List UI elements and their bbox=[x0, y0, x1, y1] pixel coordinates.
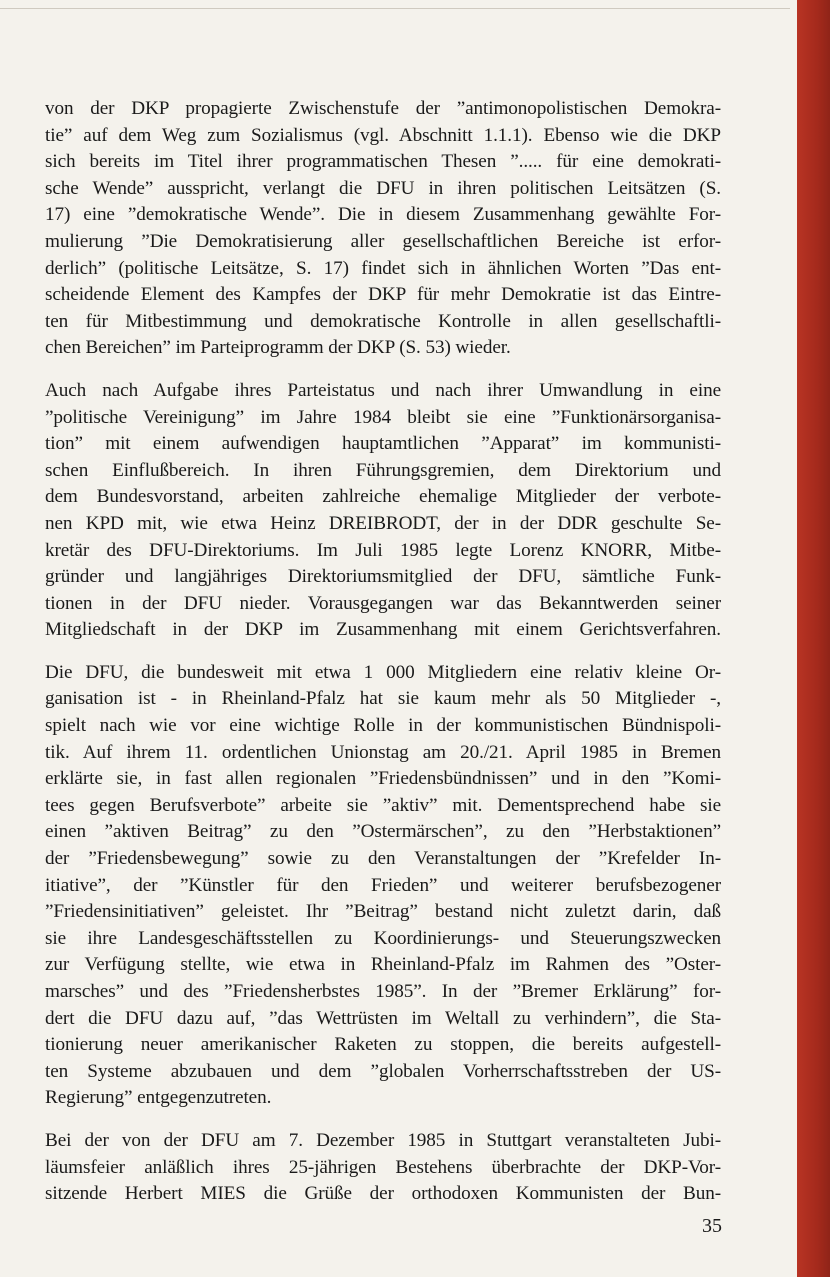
text-line: ”Friedensinitiativen” geleistet. Ihr ”Beitrag” bestand nicht zuletzt darin, daß bbox=[45, 901, 721, 923]
text-line: 17) eine ”demokratische Wende”. Die in diesem Zusammenhang gewählte For- bbox=[45, 204, 721, 226]
text-line: sich bereits im Titel ihrer programmatischen Thesen ”..... für eine demokrati- bbox=[45, 151, 721, 173]
text-line: tees gegen Berufsverbote” arbeite sie ”aktiv” mit. Dementsprechend habe sie bbox=[45, 794, 721, 816]
text-line: tionierung neuer amerikanischer Raketen zu stoppen, die bereits aufgestell- bbox=[45, 1034, 721, 1056]
text-line: kretär des DFU-Direktoriums. Im Juli 1985 legte Lorenz KNORR, Mitbe- bbox=[45, 539, 721, 561]
paragraph-gap bbox=[45, 644, 721, 660]
text-line: von der DKP propagierte Zwischenstufe der ”antimonopolistischen Demokra- bbox=[45, 98, 721, 119]
text-line: itiative”, der ”Künstler für den Frieden” und weiterer berufsbezogener bbox=[45, 874, 721, 896]
text-line: Die DFU, die bundesweit mit etwa 1 000 Mitgliedern eine relativ kleine Or- bbox=[45, 661, 721, 683]
text-line: mulierung ”Die Demokratisierung aller gesellschaftlichen Bereiche ist erfor- bbox=[45, 230, 721, 252]
text-line: ”politische Vereinigung” im Jahre 1984 bleibt sie eine ”Funktionärsorganisa- bbox=[45, 406, 721, 428]
text-line: schen Einflußbereich. In ihren Führungsgremien, dem Direktorium und bbox=[45, 459, 721, 481]
book-edge-band bbox=[797, 0, 830, 1277]
text-line: gründer und langjähriges Direktoriumsmitglied der DFU, sämtliche Funk- bbox=[45, 566, 721, 588]
paragraph-4 bbox=[45, 1128, 721, 1208]
paragraph-3 bbox=[45, 660, 721, 1112]
top-edge-rule bbox=[0, 8, 790, 9]
body-text bbox=[45, 96, 721, 1208]
text-line: tionen in der DFU nieder. Vorausgegangen war das Bekanntwerden seiner bbox=[45, 592, 721, 614]
text-line: Regierung” entgegenzutreten. bbox=[45, 1087, 272, 1109]
page-number: 35 bbox=[702, 1215, 722, 1237]
text-line: erklärte sie, in fast allen regionalen ”Friedensbündnissen” und in den ”Komi- bbox=[45, 768, 721, 790]
text-line: sie ihre Landesgeschäftsstellen zu Koordinierungs- und Steuerungszwecken bbox=[45, 927, 721, 949]
text-line: marsches” und des ”Friedensherbstes 1985”. In der ”Bremer Erklärung” for- bbox=[45, 981, 721, 1002]
text-line: ten Systeme abzubauen und dem ”globalen Vorherrschaftsstreben der US- bbox=[45, 1060, 721, 1082]
text-line: Bei der von der DFU am 7. Dezember 1985 in Stuttgart veranstalteten Jubi- bbox=[45, 1129, 721, 1151]
text-line: der ”Friedensbewegung” sowie zu den Veranstaltungen der ”Krefelder In- bbox=[45, 848, 721, 870]
paragraph-gap bbox=[45, 1112, 721, 1128]
text-line: läumsfeier anläßlich ihres 25-jährigen Bestehens überbrachte der DKP-Vor- bbox=[45, 1156, 721, 1178]
text-line: tion” mit einem aufwendigen hauptamtlichen ”Apparat” im kommunisti- bbox=[45, 433, 721, 455]
paragraph-1 bbox=[45, 96, 721, 362]
text-line: zur Verfügung stellte, wie etwa in Rheinland-Pfalz im Rahmen des ”Oster- bbox=[45, 954, 721, 976]
text-line: tie” auf dem Weg zum Sozialismus (vgl. Abschnitt 1.1.1). Ebenso wie die DKP bbox=[45, 124, 721, 146]
text-line: Mitgliedschaft in der DKP im Zusammenhang mit einem Gerichtsverfahren. bbox=[45, 619, 721, 641]
text-line: ten für Mitbestimmung und demokratische Kontrolle in allen gesellschaftli- bbox=[45, 310, 721, 332]
text-line: sche Wende” ausspricht, verlangt die DFU in ihren politischen Leitsätzen (S. bbox=[45, 177, 721, 199]
text-line: sitzende Herbert MIES die Grüße der orthodoxen Kommunisten der Bun- bbox=[45, 1183, 721, 1205]
text-line: scheidende Element des Kampfes der DKP für mehr Demokratie ist das Eintre- bbox=[45, 284, 721, 306]
text-line: dem Bundesvorstand, arbeiten zahlreiche ehemalige Mitglieder der verbote- bbox=[45, 486, 721, 508]
text-line: spielt nach wie vor eine wichtige Rolle in der kommunistischen Bündnispoli- bbox=[45, 715, 721, 737]
text-line: tik. Auf ihrem 11. ordentlichen Unionstag am 20./21. April 1985 in Bremen bbox=[45, 741, 721, 763]
text-line: nen KPD mit, wie etwa Heinz DREIBRODT, der in der DDR geschulte Se- bbox=[45, 512, 721, 534]
text-line: chen Bereichen” im Parteiprogramm der DKP (S. 53) wieder. bbox=[45, 337, 511, 359]
text-line: einen ”aktiven Beitrag” zu den ”Ostermärschen”, zu den ”Herbstaktionen” bbox=[45, 821, 721, 843]
text-line: derlich” (politische Leitsätze, S. 17) findet sich in ähnlichen Worten ”Das ent- bbox=[45, 257, 721, 279]
text-line: dert die DFU dazu auf, ”das Wettrüsten im Weltall zu verhindern”, die Sta- bbox=[45, 1007, 721, 1029]
paragraph-gap bbox=[45, 362, 721, 378]
paragraph-2 bbox=[45, 378, 721, 644]
text-line: ganisation ist - in Rheinland-Pfalz hat sie kaum mehr als 50 Mitglieder -, bbox=[45, 688, 721, 710]
text-line: Auch nach Aufgabe ihres Parteistatus und nach ihrer Umwandlung in eine bbox=[45, 379, 721, 401]
